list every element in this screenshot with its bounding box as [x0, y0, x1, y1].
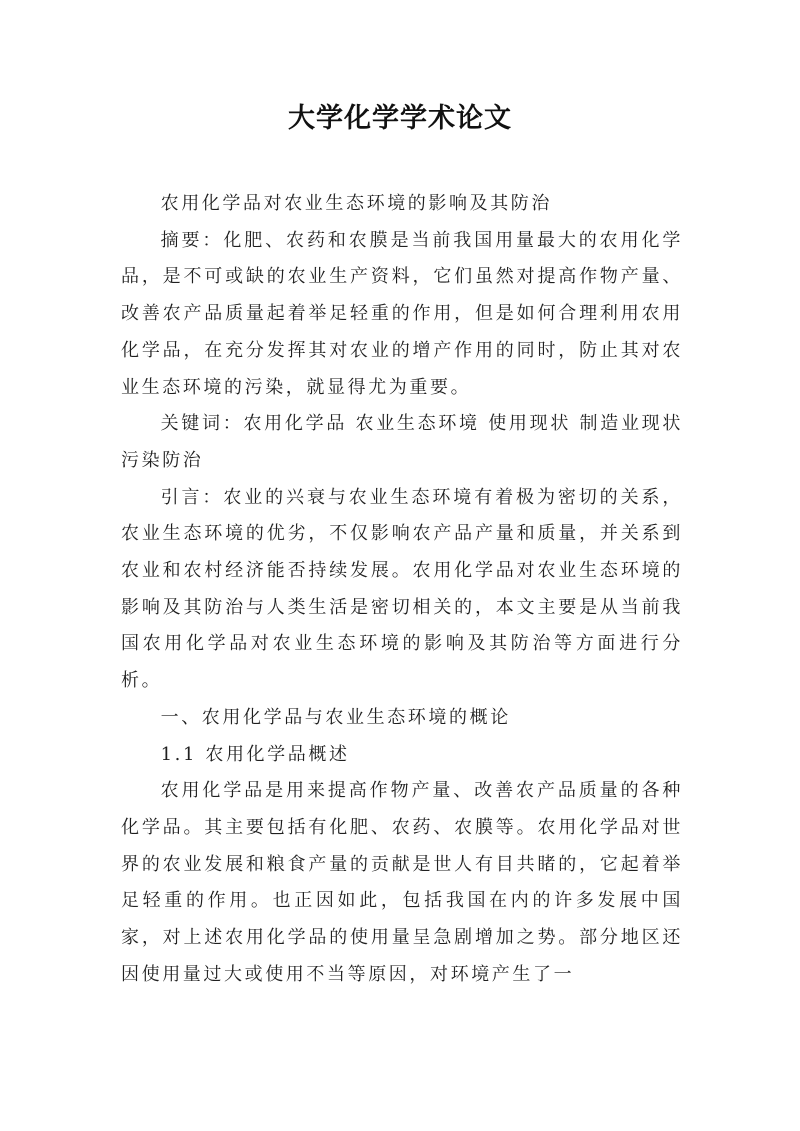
paper-subtitle: 农用化学品对农业生态环境的影响及其防治 [160, 193, 552, 214]
abstract-paragraph: 摘要：化肥、农药和农膜是当前我国用量最大的农用化学品，是不可或缺的农业生产资料，它们虽然对提高作物产量、改善农产品质量起着举足轻重的作用，但是如何合理利用农用化学品，在充分发挥其对农业的增产作用的同时，防止其对农业生态环境的污染，就显得尤为重要。 [121, 229, 683, 398]
section-heading-1: 一、农用化学品与农业生态环境的概论 [160, 706, 511, 728]
body-paragraph: 农用化学品是用来提高作物产量、改善农产品质量的各种化学品。其主要包括有化肥、农药、农膜等。农用化学品对世界的农业发展和粮食产量的贡献是世人有目共睹的，它起着举足轻重的作用。也正因如此，包括我国在内的许多发展中国家，对上述农用化学品的使用量呈急剧增加之势。部分地区还因使用量过大或使用不当等原因，对环境产生了一 [121, 780, 683, 985]
document-title: 大学化学学术论文 [288, 103, 512, 134]
introduction-paragraph: 引言：农业的兴衰与农业生态环境有着极为密切的关系，农业生态环境的优劣，不仅影响农产品产量和质量，并关系到农业和农村经济能否持续发展。农用化学品对农业生态环境的影响及其防治与人类生活是密切相关的，本文主要是从当前我国农用化学品对农业生态环境的影响及其防治等方面进行分析。 [121, 486, 683, 692]
subsection-heading-1-1: 1.1 农用化学品概述 [160, 743, 350, 765]
keywords-paragraph: 关键词：农用化学品 农业生态环境 使用现状 制造业现状 污染防治 [121, 413, 683, 471]
document-body [121, 186, 683, 993]
